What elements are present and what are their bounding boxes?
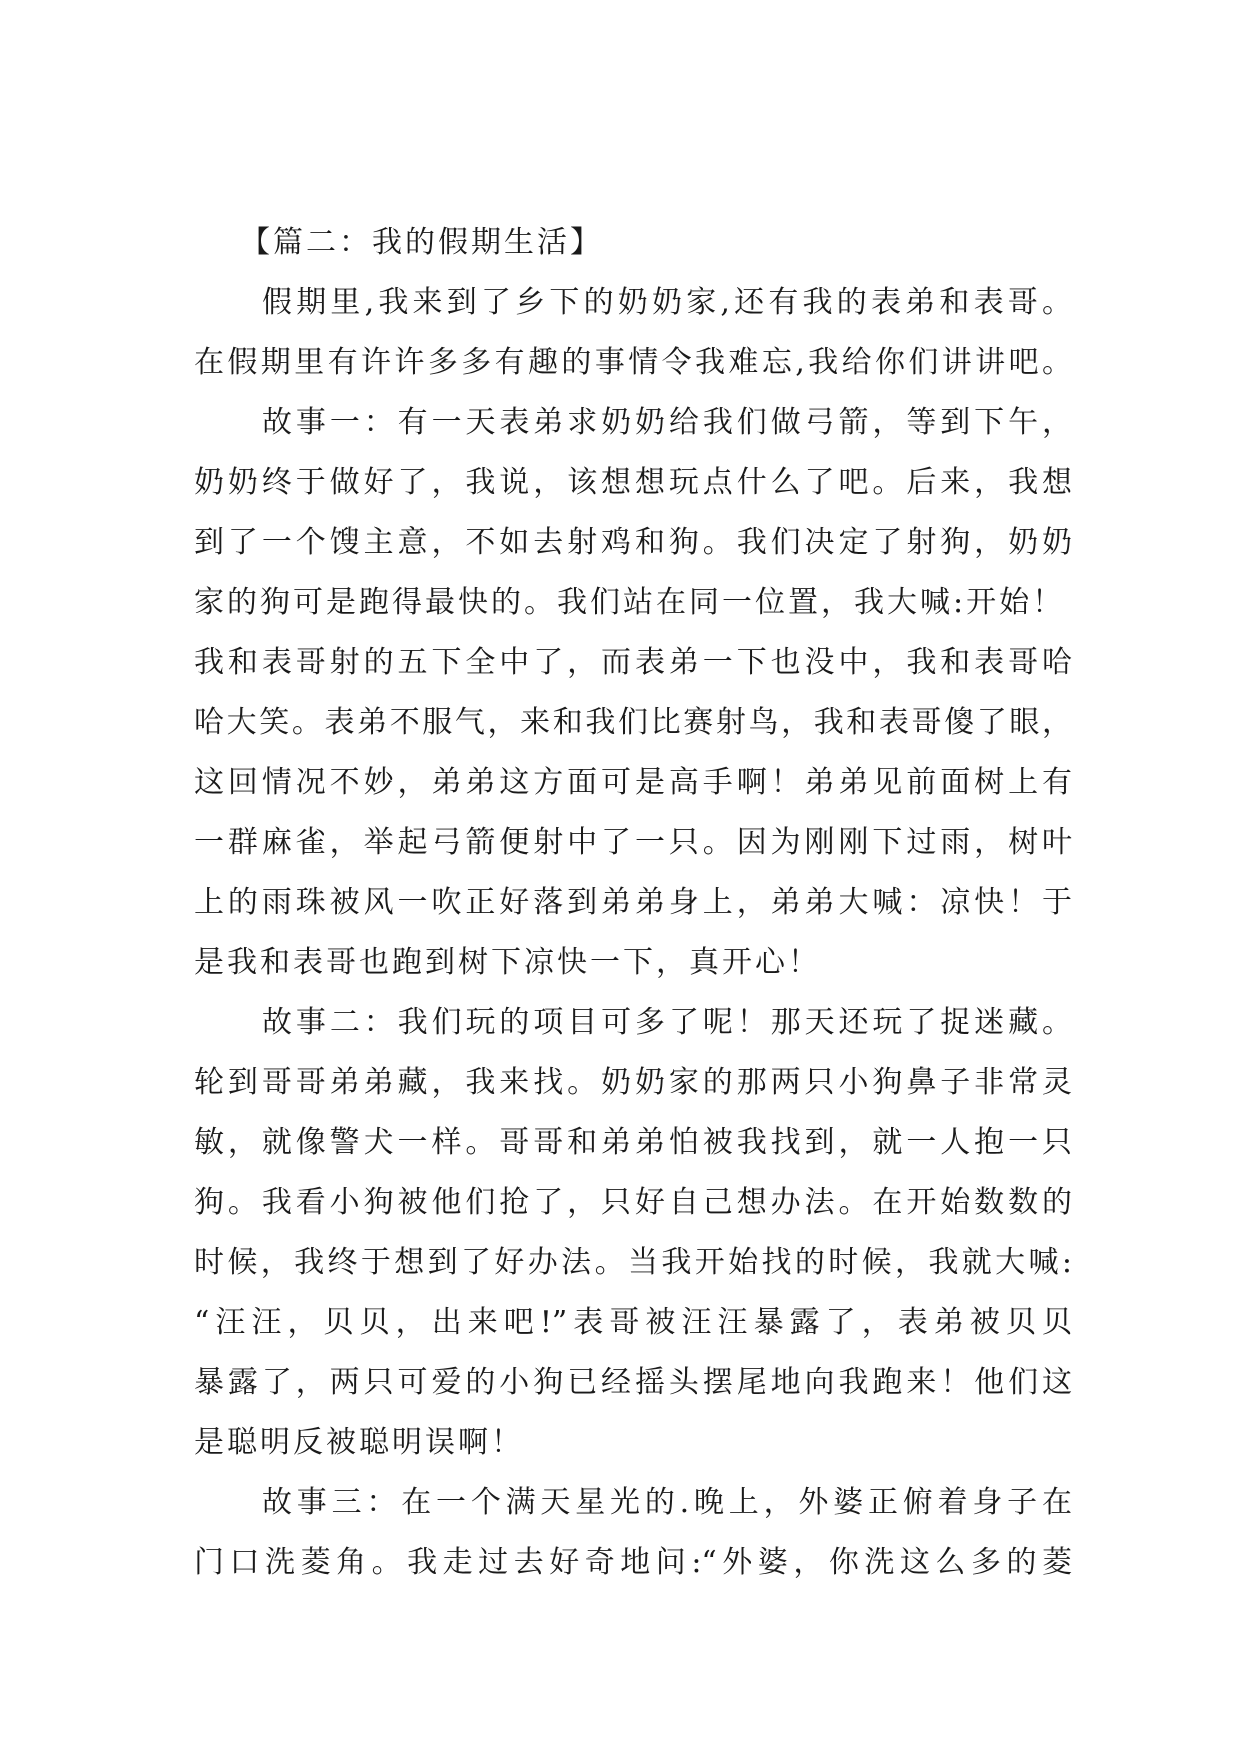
paragraph-line: 暴露了，两只可爱的小狗已经摇头摆尾地向我跑来！他们这 xyxy=(194,1365,1072,1400)
paragraph-line: 假期里,我来到了乡下的奶奶家,还有我的表弟和表哥。 xyxy=(262,285,1072,320)
paragraph-line: 狗。我看小狗被他们抢了，只好自己想办法。在开始数数的 xyxy=(194,1185,1072,1220)
paragraph-line: 故事三：在一个满天星光的.晚上，外婆正俯着身子在 xyxy=(262,1485,1072,1520)
paragraph-line: 是聪明反被聪明误啊！ xyxy=(194,1425,524,1460)
paragraph-line: “汪汪，贝贝，出来吧!”表哥被汪汪暴露了，表弟被贝贝 xyxy=(194,1305,1072,1340)
paragraph-line: 时候，我终于想到了好办法。当我开始找的时候，我就大喊: xyxy=(194,1245,1072,1280)
section-heading: 【篇二：我的假期生活】 xyxy=(240,225,603,260)
paragraph-line: 哈大笑。表弟不服气，来和我们比赛射鸟，我和表哥傻了眼， xyxy=(194,705,1072,740)
paragraph-line: 故事二：我们玩的项目可多了呢！那天还玩了捉迷藏。 xyxy=(262,1005,1072,1040)
paragraph-line: 敏，就像警犬一样。哥哥和弟弟怕被我找到，就一人抱一只 xyxy=(194,1125,1072,1160)
paragraph-story-two xyxy=(194,993,1072,1473)
paragraph-line: 一群麻雀，举起弓箭便射中了一只。因为刚刚下过雨，树叶 xyxy=(194,825,1072,860)
paragraph-line: 是我和表哥也跑到树下凉快一下，真开心！ xyxy=(194,945,821,980)
paragraph-line: 我和表哥射的五下全中了，而表弟一下也没中，我和表哥哈 xyxy=(194,645,1072,680)
paragraph-line: 故事一：有一天表弟求奶奶给我们做弓箭，等到下午， xyxy=(262,405,1072,440)
paragraph-line: 家的狗可是跑得最快的。我们站在同一位置，我大喊:开始！ xyxy=(194,585,1066,620)
paragraph-line: 这回情况不妙，弟弟这方面可是高手啊！弟弟见前面树上有 xyxy=(194,765,1072,800)
paragraph-line: 在假期里有许许多多有趣的事情令我难忘,我给你们讲讲吧。 xyxy=(194,345,1072,380)
paragraph-intro xyxy=(194,273,1072,393)
paragraph-line: 轮到哥哥弟弟藏，我来找。奶奶家的那两只小狗鼻子非常灵 xyxy=(194,1065,1072,1100)
paragraph-line: 上的雨珠被风一吹正好落到弟弟身上，弟弟大喊：凉快！于 xyxy=(194,885,1072,920)
paragraph-story-three xyxy=(194,1473,1072,1593)
document-body xyxy=(194,213,1072,1593)
paragraph-story-one xyxy=(194,393,1072,993)
paragraph-line: 门口洗菱角。我走过去好奇地问:“外婆，你洗这么多的菱 xyxy=(194,1545,1072,1580)
paragraph-line: 到了一个馊主意，不如去射鸡和狗。我们决定了射狗，奶奶 xyxy=(194,525,1072,560)
paragraph-line: 奶奶终于做好了，我说，该想想玩点什么了吧。后来，我想 xyxy=(194,465,1072,500)
